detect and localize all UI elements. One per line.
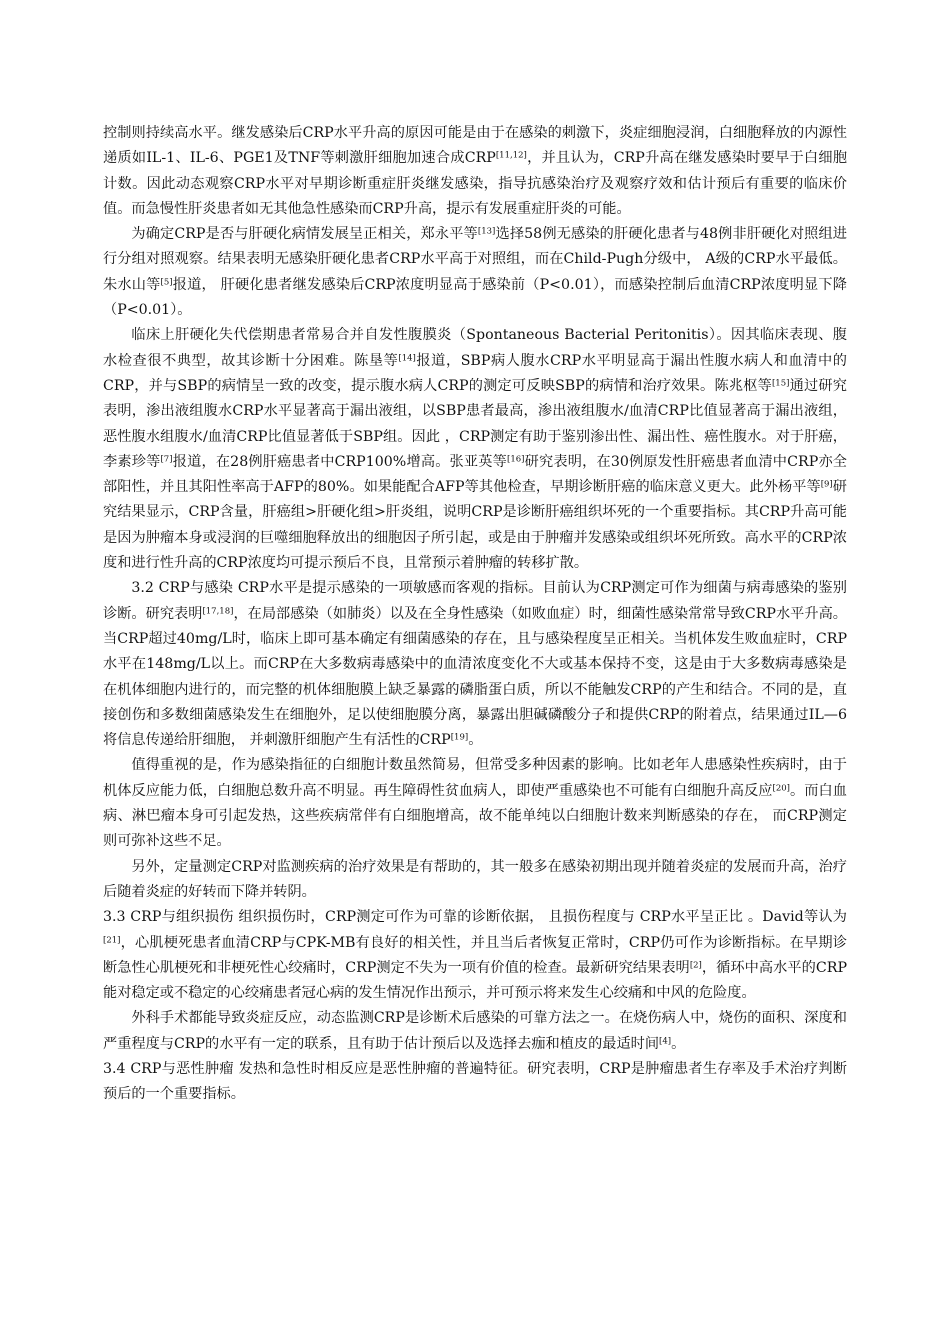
paragraph-text: 。 [671,1035,686,1052]
paragraph-text: 为确定CRP是否与肝硬化病情发展呈正相关，郑永平等 [131,226,478,243]
paragraph-text: 外科手术都能导致炎症反应，动态监测CRP是诊断术后感染的可靠方法之一。在烧伤病人中，烧伤的面积、深度和严重程度与CRP的水平有一定的联系，且有助于估计预后以及选择去痂和植皮的最适时间 [103,1010,847,1052]
paragraph-text: ，循环中高水平的CRP能对稳定或不稳定的心绞痛患者冠心病的发生情况作出预示，并可预示将来发生心绞痛和中风的危险度。 [103,959,847,1002]
body-paragraph [103,222,847,323]
paragraph-text: 。而白血病、淋巴瘤本身可引起发热，这些疾病常伴有白细胞增高，故不能单纯以白细胞计数来判断感染的存在， 而CRP测定则可弥补这些不足。 [103,782,847,850]
paragraph-text: 3.4 CRP与恶性肿瘤 发热和急性时相反应是恶性肿瘤的普遍特征。研究表明，CRP是肿瘤患者生存率及手术治疗判断预后的一个重要指标。 [103,1060,847,1103]
paragraph-text: 研究表明，在30例原发性肝癌患者血清中CRP亦全部阳性，并且其阳性率高于AFP的80%。如果能配合AFP等其他检查，早期诊断肝癌的临床意义更大。此外杨平等 [103,453,847,496]
citation-ref: [11,12] [495,150,527,161]
paragraph-text: 3.3 CRP与组织损伤 组织损伤时，CRP测定可作为可靠的诊断依据， 且损伤程度与 CRP水平呈正比 。David等认为 [103,909,847,926]
paragraph-text: ，心肌梗死患者血清CRP与CPK-MB有良好的相关性，并且当后者恢复正常时，CRP仍可作为诊断指标。在早期诊断急性心肌梗死和非梗死性心绞痛时，CRP测定不失为一项有价值的检查。最新研究结果表明 [103,934,847,976]
citation-ref: [16] [507,454,525,465]
body-paragraph [103,855,847,906]
citation-ref: [14] [398,353,416,363]
citation-ref: [7] [160,454,173,465]
body-paragraph [103,121,847,222]
paragraph-text: ，并且认为，CRP升高在继发感染时要早于白细胞计数。因此动态观察CRP水平对早期诊断重症肝炎继发感染，指导抗感染治疗及观察疗效和估计预后有重要的临床价值。而急慢性肝炎患者如无其他急性感染而CRP升高，提示有发展重症肝炎的可能。 [103,150,848,217]
citation-ref: [17,18] [202,605,234,616]
citation-ref: [4] [659,1036,672,1047]
body-paragraph [103,905,847,1006]
paragraph-text: 报道，SBP病人腹水CRP水平明显高于漏出性腹水病人和血清中的CRP，并与SBP的病情呈一致的改变，提示腹水病人CRP的测定可反映SBP的病情和治疗效果。陈兆枢等 [103,352,847,394]
body-paragraph [103,1057,847,1108]
citation-ref: [13] [477,226,496,237]
citation-ref: [19] [450,732,469,743]
paragraph-text: 。 [468,732,483,749]
body-paragraph [103,1006,847,1057]
paragraph-text: ，在局部感染（如肺炎）以及在全身性感染（如败血症）时，细菌性感染常常导致CRP水平升高。当CRP超过40mg/L时，临床上即可基本确定有细菌感染的存在，且与感染程度呈正相关。当机体发生败血症时，CRP水平在148mg/L以上。而CRP在大多数病毒感染中的血清浓度变化不大或基本保持不变，这是由于大多数病毒感染是在机体细胞内进行的，而完整的机体细胞膜上缺乏暴露的磷脂蛋白质，所以不能触发CRP的产生和结合。不同的是，直接创伤和多数细菌感染发生在细胞外，足以使细胞膜分离，暴露出胆碱磷酸分子和提供CRP的附着点，结果通过IL—6将信息传递给肝细胞， 并刺激肝细胞产生有活性的CRP [103,605,847,749]
paragraph-text: 通过研究表明，渗出液组腹水CRP水平显著高于漏出液组，以SBP患者最高，渗出液组腹水/血清CRP比值显著高于漏出液组， 恶性腹水组腹水/血清CRP比值显著低于SBP组。因此 ，CRP测定有助于鉴别渗出性、漏出性、癌性腹水。对于肝癌，李素珍等 [103,377,847,470]
citation-ref: [9] [820,479,833,490]
citation-ref: [5] [160,277,173,288]
paragraph-text: 临床上肝硬化失代偿期患者常易合并自发性腹膜炎（Spontaneous Bacterial Peritonitis）。因其临床表现、腹水检查很不典型，故其诊断十分困难。陈垦等 [103,327,847,369]
body-paragraph [103,323,847,576]
paragraph-text: 报道， 肝硬化患者继发感染后CRP浓度明显高于感染前（P<0.01），而感染控制后血清CRP浓度明显下降（P<0.01）。 [103,276,847,319]
paragraph-text: 报道，在28例肝癌患者中CRP100%增高。张亚英等 [172,453,508,470]
article-body [103,121,847,1108]
paragraph-text: 研究结果显示，CRP含量，肝癌组>肝硬化组>肝炎组，说明CRP是诊断肝癌组织坏死的一个重要指标。其CRP升高可能是因为肿瘤本身或浸润的巨噬细胞释放出的细胞因子所引起，或是由于肿瘤并发感染或组织坏死所致。高水平的CRP浓度和进行性升高的CRP浓度均可提示预后不良，且常预示着肿瘤的转移扩散。 [103,479,847,572]
citation-ref: [2] [689,960,702,971]
paragraph-text: 控制则持续高水平。继发感染后CRP水平升高的原因可能是由于在感染的刺激下，炎症细胞浸润，白细胞释放的内源性递质如IL-1、IL-6、PGE1及TNF等刺激肝细胞加速合成CRP [103,125,847,167]
paragraph-text: 选择58例无感染的肝硬化患者与48例非肝硬化对照组进行分组对照观察。结果表明无感染肝硬化患者CRP水平高于对照组，而在Child-Pugh分级中， A级的CRP水平最低。朱水山等 [103,226,847,293]
body-paragraph [103,576,847,753]
paragraph-text: 另外，定量测定CRP对监测疾病的治疗效果是有帮助的，其一般多在感染初期出现并随着炎症的发展而升高，治疗后随着炎症的好转而下降并转阴。 [103,858,847,900]
citation-ref: [21] [103,934,121,945]
citation-ref: [15] [771,378,790,389]
paragraph-text: 3.2 CRP与感染 CRP水平是提示感染的一项敏感而客观的指标。目前认为CRP测定可作为细菌与病毒感染的鉴别诊断。研究表明 [103,580,847,622]
citation-ref: [20] [772,783,790,794]
body-paragraph [103,753,847,854]
paragraph-text: 值得重视的是，作为感染指征的白细胞计数虽然简易，但常受多种因素的影响。比如老年人患感染性疾病时，由于机体反应能力低，白细胞总数升高不明显。再生障碍性贫血病人，即使严重感染也不可能有白细胞升高反应 [103,757,847,799]
